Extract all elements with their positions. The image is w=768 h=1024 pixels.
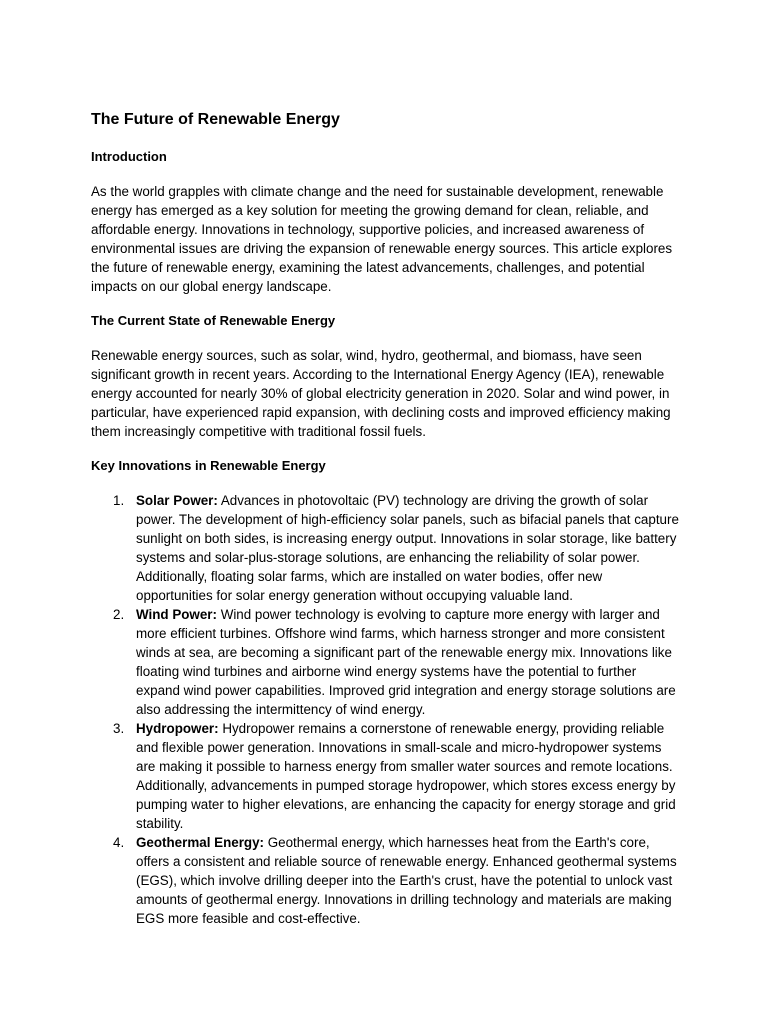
- document-title: The Future of Renewable Energy: [91, 111, 340, 128]
- list-item-solar-power: [91, 491, 680, 605]
- section-heading-current-state: The Current State of Renewable Energy: [91, 313, 336, 328]
- list-item-number: 1.: [113, 493, 125, 508]
- list-item-label: Geothermal Energy:: [136, 835, 264, 850]
- innovations-list: [91, 491, 680, 928]
- list-item-label: Hydropower:: [136, 721, 219, 736]
- section-body-current-state: Renewable energy sources, such as solar, wind, hydro, geothermal, and biomass, have seen significant growth in recent years. According to the International Energy Agency (IEA), renewable energy accounted for nearly 30% of global electricity generation in 2020. Solar and wind power, in particular, have experienced rapid expansion, with declining costs and improved efficiency making them increasingly competitive with traditional fossil fuels.: [91, 348, 671, 439]
- section-body-introduction: As the world grapples with climate change and the need for sustainable development, renewable energy has emerged as a key solution for meeting the growing demand for clean, reliable, and affordable energy. Innovations in technology, supportive policies, and increased awareness of environmental issues are driving the expansion of renewable energy sources. This article explores the future of renewable energy, examining the latest advancements, challenges, and potential impacts on our global energy landscape.: [91, 184, 673, 294]
- list-item-hydropower: [91, 719, 680, 833]
- list-item-label: Wind Power:: [136, 607, 217, 622]
- section-heading-introduction: Introduction: [91, 149, 167, 164]
- list-item-text: Wind power technology is evolving to capture more energy with larger and more efficient turbines. Offshore wind farms, which harness stronger and more consistent winds at sea, are becoming a significant part of the renewable energy mix. Innovations like floating wind turbines and airborne wind energy systems have the potential to further expand wind power capabilities. Improved grid integration and energy storage solutions are also addressing the intermittency of wind energy.: [136, 607, 676, 717]
- list-item-text: Advances in photovoltaic (PV) technology are driving the growth of solar power. The development of high-efficiency solar panels, such as bifacial panels that capture sunlight on both sides, is increasing energy output. Innovations in solar storage, like battery systems and solar-plus-storage solutions, are enhancing the reliability of solar power. Additionally, floating solar farms, which are installed on water bodies, offer new opportunities for solar energy generation without occupying valuable land.: [136, 493, 679, 603]
- list-item-number: 2.: [113, 607, 125, 622]
- section-heading-key-innovations: Key Innovations in Renewable Energy: [91, 458, 326, 473]
- list-item-geothermal-energy: [91, 833, 680, 928]
- list-item-text: Hydropower remains a cornerstone of renewable energy, providing reliable and flexible power generation. Innovations in small-scale and micro-hydropower systems are making it possible to harness energy from smaller water sources and remote locations. Additionally, advancements in pumped storage hydropower, which stores excess energy by pumping water to higher elevations, are enhancing the capacity for energy storage and grid stability.: [136, 721, 676, 831]
- list-item-number: 3.: [113, 721, 125, 736]
- list-item-text: Geothermal energy, which harnesses heat from the Earth's core, offers a consistent and reliable source of renewable energy. Enhanced geothermal systems (EGS), which involve drilling deeper into the Earth's crust, have the potential to unlock vast amounts of geothermal energy. Innovations in drilling technology and materials are making EGS more feasible and cost-effective.: [136, 835, 677, 926]
- list-item-wind-power: [91, 605, 680, 719]
- list-item-label: Solar Power:: [136, 493, 218, 508]
- list-item-number: 4.: [113, 835, 125, 850]
